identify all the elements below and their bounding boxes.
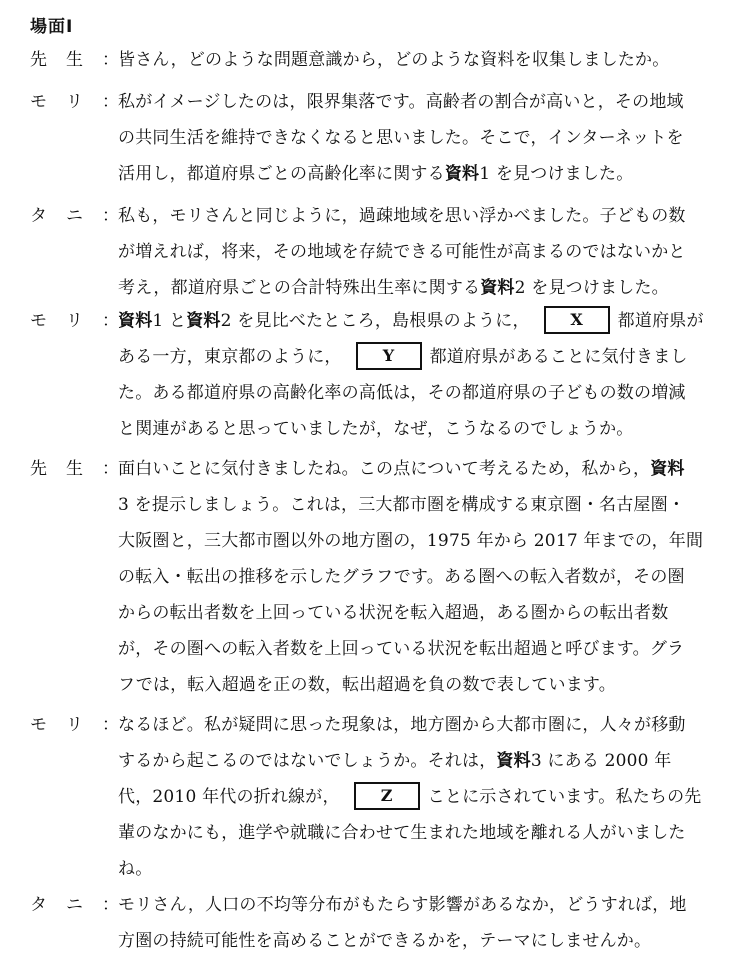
utterance [118,198,750,306]
material-ref: 資料 [444,164,480,184]
speaker-label: 先 生 ： [30,50,119,70]
scene-title: 場面Ⅰ [30,17,74,37]
text-line: 面白いことに気付きましたね。この点について考えるため，私から，資料 [118,459,685,479]
material-ref: 資料 [650,459,685,479]
blank-box-x: X [544,306,610,334]
text-line: モリさん，人口の不均等分布がもたらす影響があるなか，どうすれば，地 [118,895,687,915]
text-line: 資料1 と資料2 を見比べたところ，島根県のように， X 都道府県が [118,303,750,339]
text-line: が増えれば，将来，その地域を存続できる可能性が高まるのではないかと [118,242,686,262]
text-line: 私も，モリさんと同じように，過疎地域を思い浮かべました。子どもの数 [118,206,686,226]
utterance [118,42,750,78]
blank-box-z: Z [354,782,420,810]
utterance [118,303,750,447]
text-line: が，その圏への転入者数を上回っている状況を転出超過と呼びます。グラ [118,639,685,659]
text-line: 大阪圏と，三大都市圏以外の地方圏の，1975 年から 2017 年までの，年間 [118,531,704,551]
utterance [118,84,750,192]
text-line: の共同生活を維持できなくなると思いました。そこで，インターネットを [118,128,684,148]
text-line: ね。 [118,859,153,879]
material-ref: 資料 [186,311,221,331]
utterance [118,451,750,703]
text-line: 代，2010 年代の折れ線が， Z ことに示されています。私たちの先 [118,779,750,815]
text-line: 活用し，都道府県ごとの高齢化率に関する資料1 を見つけました。 [118,164,634,184]
text-line: 考え，都道府県ごとの合計特殊出生率に関する資料2 を見つけました。 [118,278,669,298]
text-line: 方圏の持続可能性を高めることができるかを，テーマにしませんか。 [118,931,652,951]
material-ref: 資料 [496,751,531,771]
material-ref: 資料 [118,311,153,331]
text-line: からの転出者数を上回っている状況を転入超過，ある圏からの転出者数 [118,603,669,623]
text-line: と関連があると思っていましたが，なぜ，こうなるのでしょうか。 [118,419,634,439]
material-ref: 資料 [480,278,515,298]
speaker-label: モ リ ： [30,715,119,735]
blank-box-y: Y [356,342,422,370]
speaker-label: タ ニ ： [30,206,119,226]
text-line: 3 を提示しましょう。これは，三大都市圏を構成する東京圏・名古屋圏・ [118,495,686,515]
text-line: 皆さん，どのような問題意識から，どのような資料を収集しましたか。 [118,50,670,70]
text-line: なるほど。私が疑問に思った現象は，地方圏から大都市圏に，人々が移動 [118,715,686,735]
text-line: の転入・転出の推移を示したグラフです。ある圏への転入者数が，その圏 [118,567,685,587]
speaker-label: モ リ ： [30,311,119,331]
utterance [118,707,750,887]
text-line: ある一方，東京都のように， Y 都道府県があることに気付きまし [118,339,750,375]
utterance [118,887,750,959]
text-line: 私がイメージしたのは，限界集落です。高齢者の割合が高いと，その地域 [118,92,684,112]
text-line: フでは，転入超過を正の数，転出超過を負の数で表しています。 [118,675,616,695]
text-line: た。ある都道府県の高齢化率の高低は，その都道府県の子どもの数の増減 [118,383,686,403]
speaker-label: タ ニ ： [30,895,119,915]
text-line: 輩のなかにも，進学や就職に合わせて生まれた地域を離れる人がいました [118,823,686,843]
text-line: するから起こるのではないでしょうか。それは，資料3 にある 2000 年 [118,751,672,771]
speaker-label: モ リ ： [30,92,119,112]
speaker-label: 先 生 ： [30,459,119,479]
